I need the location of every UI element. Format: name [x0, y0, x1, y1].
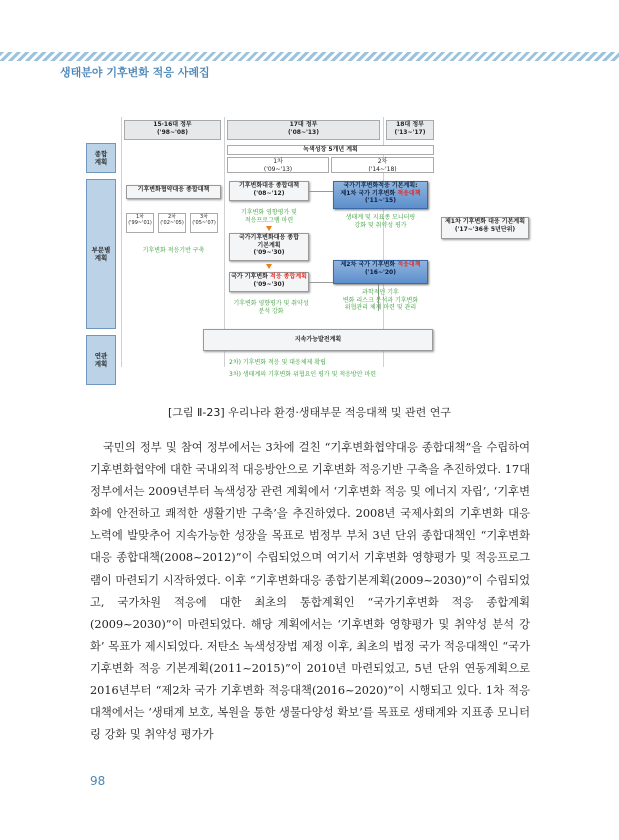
plan1-period: ('11~'15) [365, 197, 396, 204]
side-label-sectoral: 부문별 계획 [86, 179, 116, 329]
box-second-adaptation-plan [333, 260, 428, 284]
box-national-comprehensive-plan: 국가기후변화대응 종합 기본계획 ('09~'30) [229, 233, 309, 261]
box-national-adaptation-plan [229, 272, 309, 292]
national-adapt-title: 국가 기후변화 [231, 273, 271, 280]
gov-period-park: 18대 정부 ('13~'17) [386, 120, 434, 140]
green-growth-first: 1차 ('09~'13) [227, 157, 329, 173]
arrow-down-icon [266, 226, 272, 231]
figure-caption: [그림 Ⅱ-23] 우리나라 환경·생태부문 적응대책 및 관련 연구 [167, 406, 452, 419]
connector-line [309, 191, 333, 192]
box-first-adaptation-plan [333, 181, 428, 209]
side-label-comprehensive: 종합 계획 [86, 143, 116, 173]
sustainable-note-2: 2차) 기후변화 적응 및 대응체제 확립 [229, 359, 326, 366]
body-paragraph: 국민의 정부 및 참여 정부에서는 3차에 걸친 “기후변화협약대응 종합대책”을 수립하여 기후변화협약에 대한 국내외적 대응방안으로 기후변화 적응기반 구축을 추진하였다. 17대 정부에서는 2009년부터 녹색성장 관련 계획에서 ‘기후변화 적응 및 에너지 자립’, ‘기후변화에 안전하고 쾌적한 생활기반 구축’을 추진하였다. 2008년 국제사회의 기후변화 대응 노력에 발맞추어 지속가능한 성장을 목표로 범정부 부처 3년 단위 종합대책인 “기후변화대응 종합대책(2008~2012)”이 수립되었으며 여기서 기후변화 영향평가 및 적응프로그램이 마련되기 시작하였다. 이후 “기후변화대응 종합기본계획(2009~2030)”이 수립되었고, 국가차원 적응에 대한 최초의 통합계획인 “국가기후변화 적응 종합계획(2009~2030)”이 마련되었다. 해당 계획에서는 ‘기후변화 영향평가 및 취약성 분석 강화’ 목표가 제시되었다. 저탄소 녹색성장법 제정 이후, 최초의 법정 국가 적응대책인 “국가 기후변화 적응 기본계획(2011~2015)”이 2010년 마련되었고, 5년 단위 연동계획으로 2016년부터 “제2차 국가 기후변화 적응대책(2016~2020)”이 시행되고 있다. 1차 적응대책에서는 ‘생태계 보호, 복원을 통한 생물다양성 확보’를 목표로 생태계와 지표종 모니터링 강화 및 취약성 평가가 [90, 441, 530, 742]
convention-note: 기후변화 적응기반 구축 [142, 247, 205, 254]
response-note: 기후변화 영향평가 및 적응프로그램 마련 [241, 209, 297, 224]
plan2-highlight: 적응대책 [397, 261, 421, 268]
gov-period-kim-roh: 15·16대 정부 ('98~'08) [124, 120, 221, 140]
box-convention-plan: 기후변화협약대응 종합대책 [126, 185, 221, 199]
green-growth-second: 2차 ('14~'18) [331, 157, 434, 173]
side-label-related: 연관 계획 [86, 335, 116, 385]
divider-line [121, 117, 122, 367]
convention-third: 3차 ('05~'07) [190, 213, 218, 233]
plan1-note: 생태계 및 지표종 모니터링 강화 및 취약성 평가 [345, 214, 416, 229]
box-response-plan: 기후변화대응 종합대책 ('08~'12) [229, 181, 309, 201]
plan2-title: 제2차 국가 기후변화 [340, 261, 398, 268]
sustainable-note-3: 3차) 생태계의 기후변화 위협요인 평가 및 적응방안 마련 [229, 371, 377, 378]
connector-line [309, 282, 333, 283]
box-sustainable-development-plan: 지속가능발전계획 [203, 329, 433, 351]
plan1-line1: 국가기후변화적응 기본계획: [343, 182, 418, 189]
plan1-title: 제1차 국가 기후변화 [340, 189, 398, 197]
box-climate-response-basic-plan: 제1차 기후변화 대응 기본계획 ('17~'36용 5년단위) [441, 217, 529, 239]
plan1-highlight: 적응대책 [397, 189, 421, 197]
plan2-period: ('16~'20) [365, 268, 396, 276]
gov-period-lee: 17대 정부 ('08~'13) [227, 120, 380, 140]
plan2-note: 과학적인 기후 변화 리스크 분석과 기후변화 위협관리 체제 마련 및 관리 [342, 289, 419, 311]
running-header: 생태분야 기후변화 적응 사례집 [60, 66, 210, 79]
convention-first: 1차 ('99~'01) [126, 213, 154, 233]
national-adapt-period: ('09~'30) [253, 280, 285, 288]
arrow-down-icon [266, 264, 272, 269]
green-growth-plan: 녹색성장 5개년 계획 [227, 145, 434, 155]
convention-second: 2차 ('02~'05) [158, 213, 186, 233]
national-adapt-highlight: 적응 종합계획 [270, 273, 307, 280]
national-adapt-note: 기후변화 영향평가 및 취약성 분석 강화 [233, 300, 309, 315]
adaptation-policy-diagram [86, 117, 531, 392]
page-number: 98 [90, 774, 106, 788]
header-hatch-bar [0, 52, 619, 61]
